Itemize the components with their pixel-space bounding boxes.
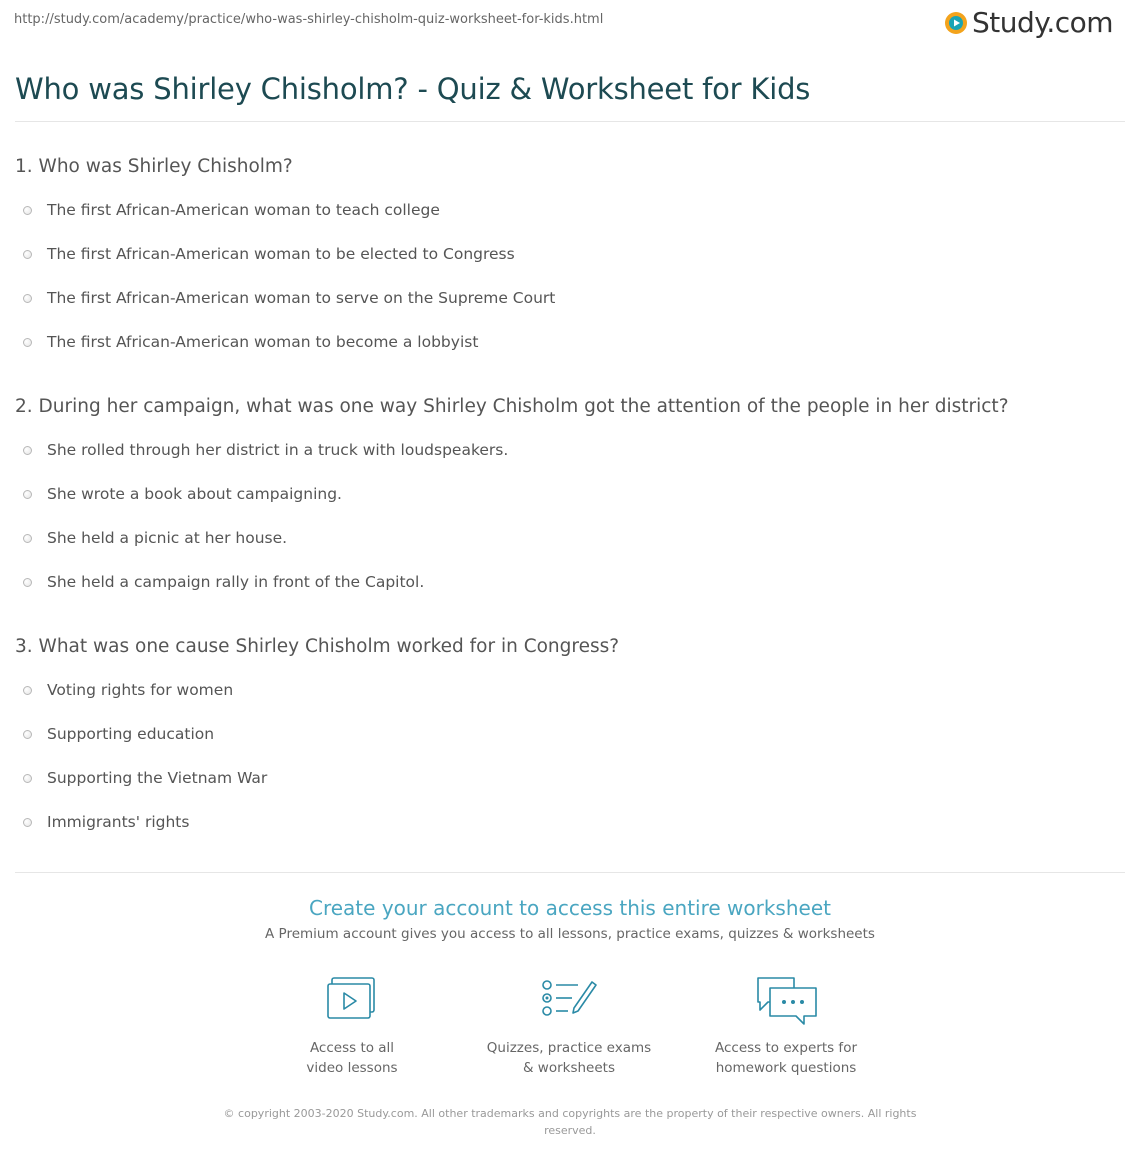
chat-bubbles-icon [754, 976, 818, 1028]
question-3: 3. What was one cause Shirley Chisholm worked for in Congress? [15, 636, 620, 657]
study-logo[interactable] [944, 6, 1113, 39]
answer-option[interactable] [23, 485, 342, 503]
title-divider [15, 121, 1125, 122]
play-circle-icon [944, 11, 968, 35]
answer-option[interactable] [23, 333, 478, 351]
question-1: 1. Who was Shirley Chisholm? [15, 156, 293, 177]
radio-button[interactable] [23, 294, 32, 303]
page-title: Who was Shirley Chisholm? - Quiz & Worksheet for Kids [15, 72, 811, 106]
copyright [210, 1105, 930, 1139]
cta-subtitle: A Premium account gives you access to all lessons, practice exams, quizzes & worksheets [265, 926, 875, 942]
copyright-line: reserved. [544, 1124, 596, 1137]
cta-divider [15, 872, 1125, 873]
radio-button[interactable] [23, 774, 32, 783]
answer-label: Immigrants' rights [47, 813, 190, 831]
radio-button[interactable] [23, 730, 32, 739]
radio-button[interactable] [23, 250, 32, 259]
answer-label: She held a picnic at her house. [47, 529, 288, 547]
question-2: 2. During her campaign, what was one way Shirley Chisholm got the attention of the people in her district? [15, 396, 1009, 417]
feature-label: Quizzes, practice exams [486, 1040, 652, 1056]
radio-button[interactable] [23, 206, 32, 215]
answer-option[interactable] [23, 245, 515, 263]
logo-text: Study.com [972, 6, 1114, 39]
answer-label: She held a campaign rally in front of the Capitol. [47, 573, 425, 591]
video-lessons-icon [326, 976, 378, 1022]
answer-option[interactable] [23, 681, 233, 699]
page-url: http://study.com/academy/practice/who-was-shirley-chisholm-quiz-worksheet-for-kids.html [14, 12, 604, 27]
radio-button[interactable] [23, 490, 32, 499]
answer-option[interactable] [23, 441, 508, 459]
answer-label: She wrote a book about campaigning. [47, 485, 342, 503]
answer-label: Voting rights for women [47, 681, 234, 699]
answer-option[interactable] [23, 769, 267, 787]
radio-button[interactable] [23, 446, 32, 455]
answer-label: Supporting education [47, 725, 215, 743]
answer-option[interactable] [23, 529, 287, 547]
answer-label: The first African-American woman to serve on the Supreme Court [47, 289, 556, 307]
answer-label: The first African-American woman to become a lobbyist [47, 333, 479, 351]
radio-button[interactable] [23, 534, 32, 543]
answer-option[interactable] [23, 813, 189, 831]
radio-button[interactable] [23, 338, 32, 347]
feature-video-lessons [252, 976, 452, 1078]
feature-label: video lessons [306, 1060, 398, 1076]
copyright-line: © copyright 2003-2020 Study.com. All other trademarks and copyrights are the property of their respective owners. All rights [223, 1107, 917, 1120]
feature-experts [686, 976, 886, 1078]
quiz-checklist-icon [540, 976, 598, 1022]
radio-button[interactable] [23, 686, 32, 695]
answer-label: She rolled through her district in a truck with loudspeakers. [47, 441, 509, 459]
feature-label: & worksheets [522, 1060, 615, 1076]
answer-option[interactable] [23, 289, 555, 307]
answer-label: Supporting the Vietnam War [47, 769, 268, 787]
answer-label: The first African-American woman to be elected to Congress [47, 245, 515, 263]
radio-button[interactable] [23, 578, 32, 587]
answer-label: The first African-American woman to teach college [47, 201, 440, 219]
feature-label: Access to experts for [714, 1040, 857, 1056]
feature-label: homework questions [715, 1060, 857, 1076]
answer-option[interactable] [23, 573, 424, 591]
create-account-link[interactable]: Create your account to access this entire worksheet [309, 896, 831, 920]
answer-option[interactable] [23, 725, 214, 743]
feature-label: Access to all [309, 1040, 395, 1056]
answer-option[interactable] [23, 201, 440, 219]
radio-button[interactable] [23, 818, 32, 827]
feature-quizzes [469, 976, 669, 1078]
